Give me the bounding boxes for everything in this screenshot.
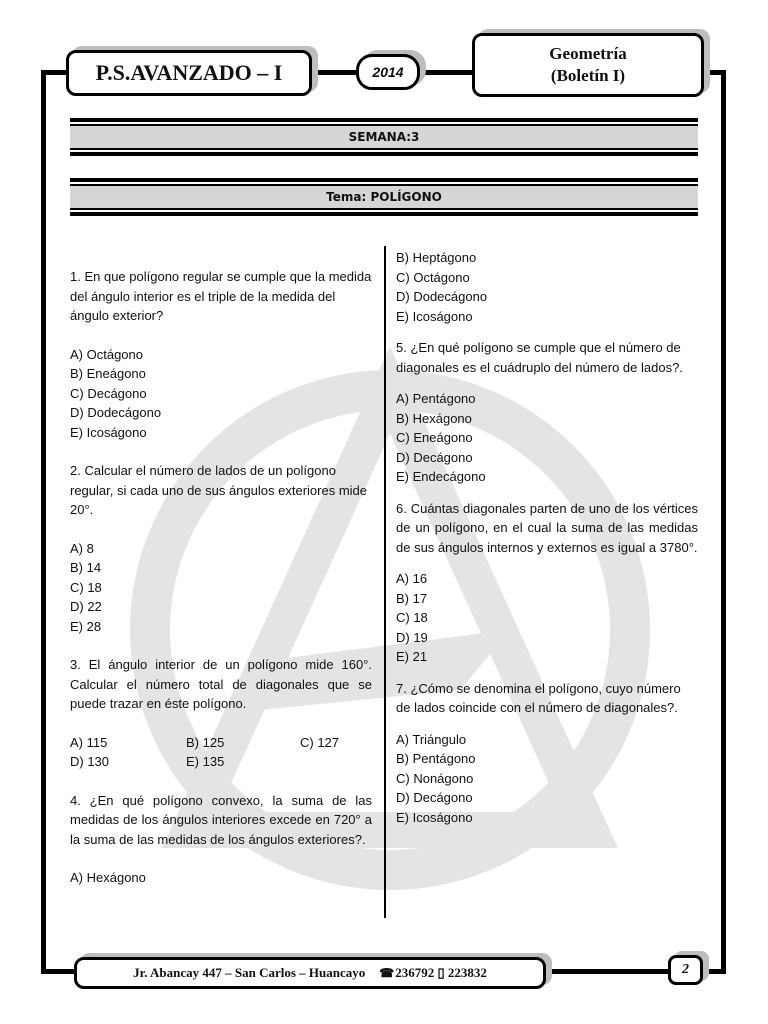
option: B) 125 [186,734,225,750]
question-7: 7. ¿Cómo se denomina el polígono, cuyo número de lados coincide con el número de diagonales?. [396,680,681,715]
left-column [70,267,372,888]
question-4: 4. ¿En qué polígono convexo, la suma de las medidas de los ángulos interiores excede en 720° a la suma de las medidas de los ángulos exteriores?. [70,792,372,847]
week-banner [70,118,698,156]
option: B) 14 [70,560,102,575]
option: C) Nonágono [396,770,474,786]
option: D) 130 [70,754,110,769]
option: E) Icoságono [396,308,473,324]
footer-contact-box [74,957,546,989]
option: B) Hexágono [396,410,472,426]
option: E) Icoságono [396,809,473,825]
footer-phones: 236792 ▯ 223832 [395,965,487,980]
option: C) 18 [70,579,102,595]
frame-left-border [41,72,46,974]
frame-top-border [418,70,474,75]
option: E) 28 [70,618,102,634]
week-label: SEMANA:3 [348,130,420,144]
option: C) 18 [396,610,428,625]
option: C) Octágono [396,269,470,285]
subject-name: Geometría [549,44,627,63]
option: B) Heptágono [396,250,477,265]
option: E) 135 [186,754,225,769]
option: D) Dodecágono [396,289,488,304]
phone-icon: ☎ [379,965,395,980]
option: D) Decágono [396,790,473,805]
footer-address: Jr. Abancay 447 – San Carlos – Huancayo [133,965,366,980]
option: E) Icoságono [70,424,147,440]
option: D) 19 [396,629,428,645]
option: A) 16 [396,571,428,586]
frame-top-border [312,70,358,75]
subject-bulletin: (Boletín I) [550,66,626,85]
option: E) 21 [396,649,428,664]
question-1: 1. En que polígono regular se cumple que la medida del ángulo interior es el triple de la medida del ángulo exterior? [70,269,372,323]
option: A) Pentágono [396,391,476,406]
frame-top-border [703,70,726,75]
question-2: 2. Calcular el número de lados de un polígono regular, si cada uno de sus ángulos exteriores mide 20°. [70,463,368,517]
option: D) Decágono [396,449,473,465]
column-divider [384,246,386,918]
right-column [396,248,698,827]
question-5: 5. ¿En qué polígono se cumple que el número de diagonales es el cuádruplo del número de lados?. [396,340,683,375]
question-6: 6. Cuántas diagonales parten de uno de los vértices de un polígono, en el cual la suma de las medidas de sus ángulos internos y externos es igual a 3780°. [396,500,698,555]
question-3: 3. El ángulo interior de un polígono mide 160°. Calcular el número total de diagonales que se puede trazar en éste polígono. [70,657,372,711]
option: C) Eneágono [396,430,473,445]
option: A) Triángulo [396,731,467,747]
option: C) Decágono [70,385,147,401]
option: C) 127 [300,734,340,750]
option: A) 8 [70,540,94,556]
frame-right-border [721,72,726,974]
page-number: 2 [682,962,689,977]
option: A) Octágono [70,346,143,362]
option-row [70,733,372,753]
option: D) Dodecágono [70,405,162,420]
year-label: 2014 [372,64,404,80]
page-number-box [668,955,703,985]
option: A) 115 [70,734,108,750]
year-badge [356,54,420,90]
frame-bottom-border [703,969,726,974]
topic-label: Tema: POLÍGONO [326,190,442,204]
option-row [70,752,372,772]
topic-banner [70,178,698,216]
option: B) Eneágono [70,366,146,381]
course-title: P.S.AVANZADO – I [95,60,283,85]
option: B) Pentágono [396,751,476,766]
option: E) Endecágono [396,469,486,484]
option: A) Hexágono [70,870,146,885]
option: D) 22 [70,599,102,614]
frame-bottom-border [546,969,668,974]
frame-bottom-border [41,969,75,974]
course-title-box [66,50,312,96]
subject-box [472,33,704,97]
option: B) 17 [396,590,428,606]
